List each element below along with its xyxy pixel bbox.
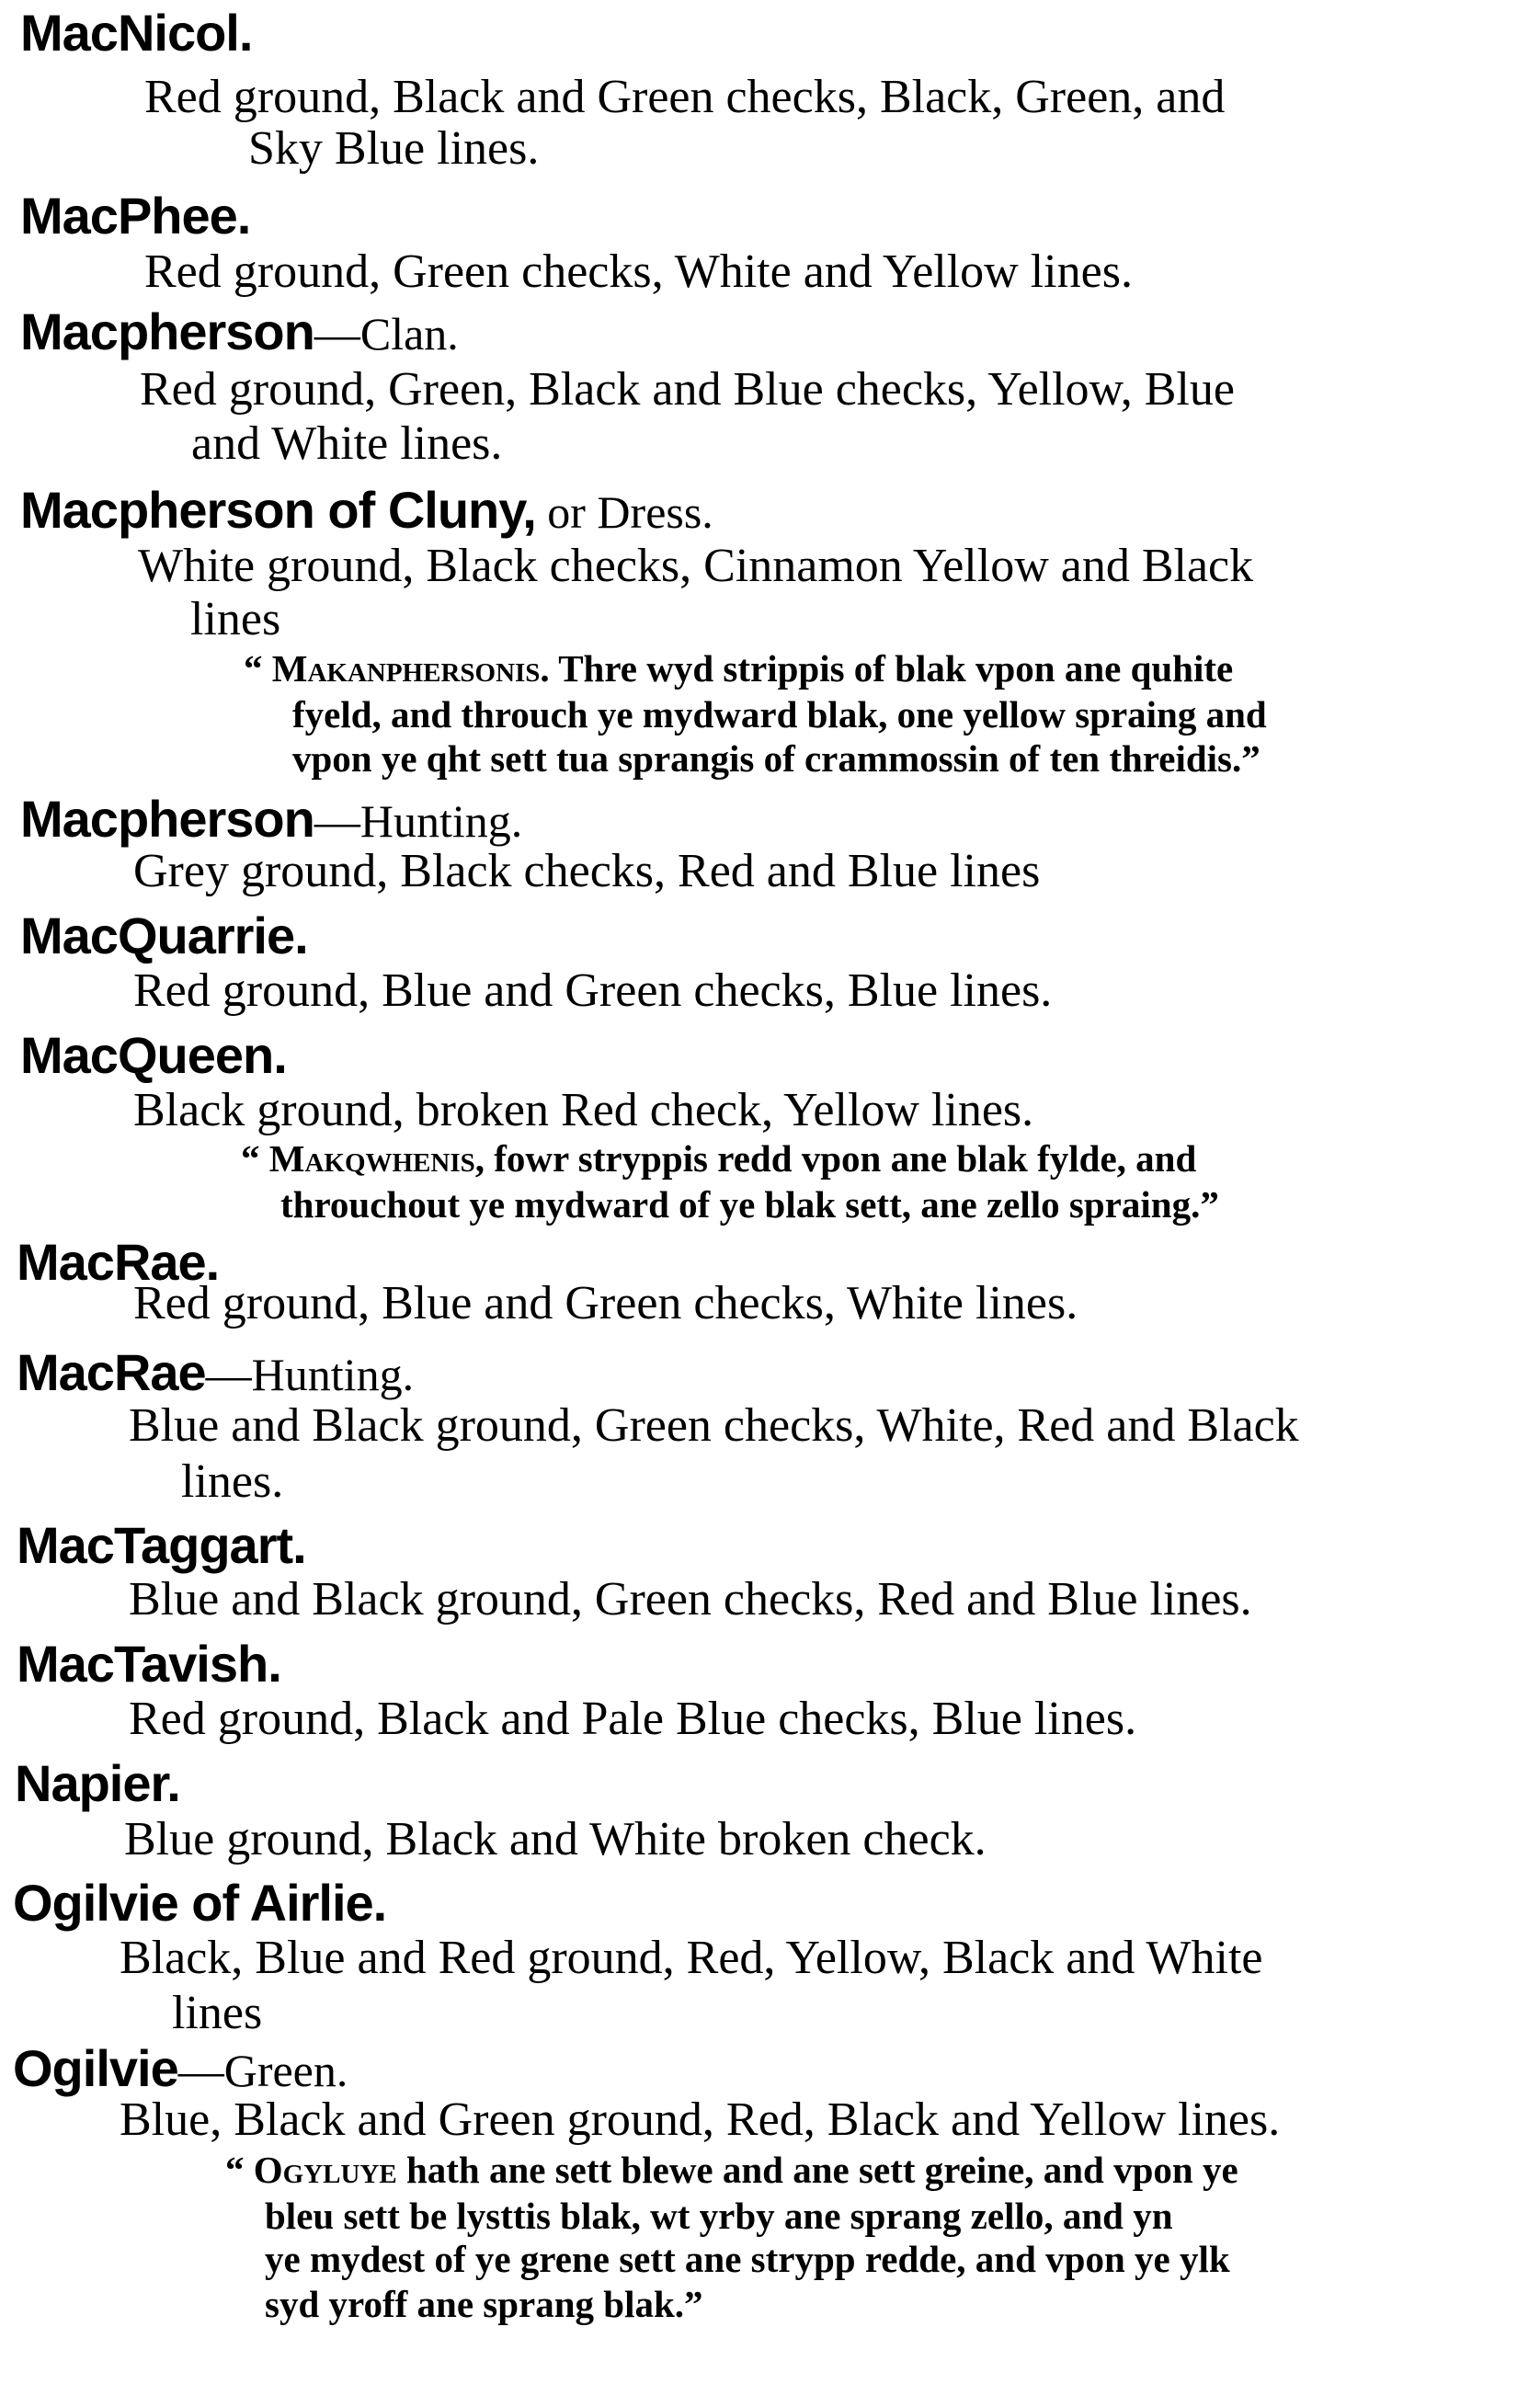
entry-quote: “ Makqwhenis, fowr stryppis redd vpon ane blak fylde, and (241, 1137, 1197, 1180)
entry-quote: syd yroff ane sprang blak.” (265, 2283, 703, 2325)
entry-heading: MacRae—Hunting. (17, 1343, 415, 1401)
entry-description: and White lines. (191, 417, 503, 470)
entry-heading: MacQueen. (20, 1026, 287, 1084)
entry-description: Grey ground, Black checks, Red and Blue lines (133, 845, 1041, 897)
entry-heading: Ogilvie of Airlie. (13, 1874, 387, 1932)
entry-quote: fyeld, and throuch ye mydward blak, one yellow spraing and (292, 693, 1267, 736)
entry-heading: Macpherson—Clan. (20, 302, 459, 360)
entry-quote: vpon ye qht sett tua sprangis of crammossin of ten threidis.” (292, 737, 1261, 780)
entry-heading: MacRae. (17, 1233, 220, 1291)
entry-heading: MacTaggart. (17, 1516, 306, 1574)
entry-heading: MacPhee. (20, 187, 251, 245)
entry-description: Blue, Black and Green ground, Red, Black and Yellow lines. (120, 2093, 1281, 2146)
entry-heading: Macpherson—Hunting. (20, 790, 523, 848)
entry-description: Red ground, Black and Pale Blue checks, Blue lines. (129, 1693, 1137, 1745)
entry-description: Red ground, Green checks, White and Yellow lines. (144, 245, 1133, 298)
entry-description: Sky Blue lines. (248, 122, 540, 175)
entry-heading: Ogilvie—Green. (13, 2039, 348, 2097)
entry-heading: MacNicol. (20, 4, 253, 62)
entry-quote: “ Ogyluye hath ane sett blewe and ane sett greine, and vpon ye (225, 2149, 1238, 2191)
entry-quote: throuchout ye mydward of ye blak sett, ane zello spraing.” (280, 1183, 1219, 1226)
entry-description: Red ground, Blue and Green checks, Blue lines. (133, 964, 1053, 1017)
entry-description: Red ground, Blue and Green checks, White lines. (133, 1277, 1078, 1329)
entry-quote: bleu sett be lysttis blak, wt yrby ane sprang zello, and yn (265, 2195, 1173, 2237)
entry-description: Black, Blue and Red ground, Red, Yellow, Black and White (120, 1932, 1263, 1984)
entry-description: lines. (181, 1455, 284, 1508)
entry-quote: ye mydest of ye grene sett ane strypp redde, and vpon ye ylk (265, 2238, 1230, 2280)
entry-description: White ground, Black checks, Cinnamon Yellow and Black (138, 540, 1254, 592)
entry-description: Blue and Black ground, Green checks, Red and Blue lines. (129, 1573, 1252, 1625)
entry-description: Blue and Black ground, Green checks, White, Red and Black (129, 1399, 1299, 1452)
entry-description: Red ground, Green, Black and Blue checks, Yellow, Blue (140, 363, 1235, 416)
entry-description: Black ground, broken Red check, Yellow lines. (133, 1084, 1034, 1136)
entry-quote: “ Makanphersonis. Thre wyd strippis of blak vpon ane quhite (244, 647, 1234, 690)
entry-heading: MacTavish. (17, 1635, 281, 1693)
entry-description: Red ground, Black and Green checks, Black, Green, and (144, 71, 1226, 123)
entry-description: Blue ground, Black and White broken check. (124, 1813, 987, 1865)
entry-description: lines (172, 1987, 263, 2039)
entry-heading: MacQuarrie. (20, 907, 308, 964)
entry-description: lines (190, 593, 281, 645)
entry-heading: Napier. (15, 1754, 180, 1812)
entry-heading: Macpherson of Cluny, or Dress. (20, 481, 713, 539)
